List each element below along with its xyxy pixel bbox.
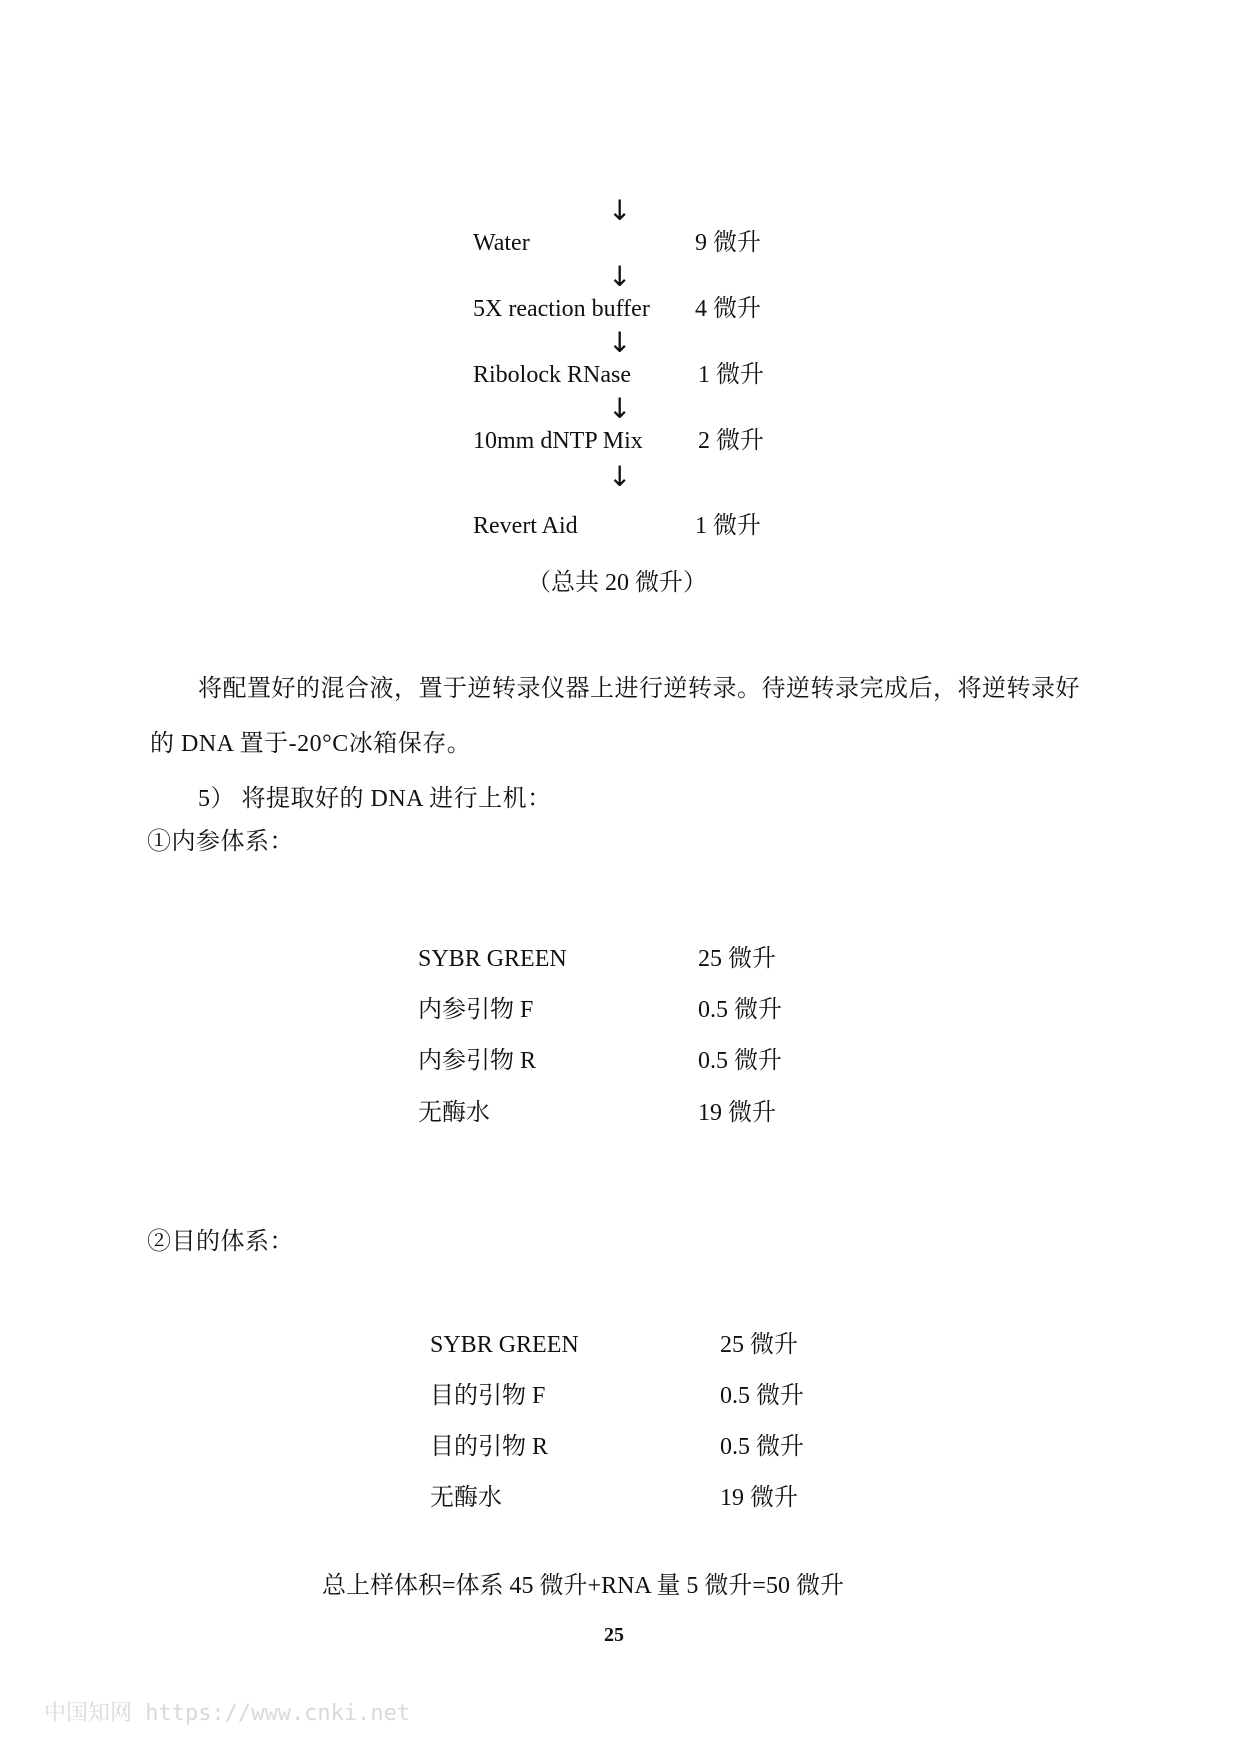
reagent-amount: 0.5 微升 [720, 1383, 804, 1409]
flow-total: （总共 20 微升） [527, 570, 707, 596]
reagent-label: 内参引物 F [418, 997, 534, 1023]
reagent-amount: 25 微升 [698, 946, 776, 972]
flow-step-amount: 9 微升 [695, 230, 761, 256]
step-heading: 5） 将提取好的 DNA 进行上机： [198, 786, 552, 812]
reagent-amount: 0.5 微升 [720, 1434, 804, 1460]
watermark: 中国知网 https://www.cnki.net [44, 1701, 411, 1726]
paragraph-line: 的 DNA 置于-20°C冰箱保存。 [150, 731, 472, 757]
flow-step-amount: 1 微升 [698, 362, 764, 388]
reagent-label: 无酶水 [418, 1100, 490, 1126]
down-arrow-icon: ↓ [608, 326, 632, 359]
flow-step-label: 5X reaction buffer [473, 296, 650, 322]
section-heading: ①内参体系： [147, 829, 294, 855]
reagent-label: 内参引物 R [418, 1048, 537, 1074]
reagent-label: 目的引物 F [430, 1383, 546, 1409]
page-number: 25 [604, 1624, 624, 1646]
reagent-label: 目的引物 R [430, 1434, 549, 1460]
flow-step-label: 10mm dNTP Mix [473, 428, 643, 454]
down-arrow-icon: ↓ [608, 194, 632, 227]
down-arrow-icon: ↓ [608, 392, 632, 425]
total-volume-summary: 总上样体积=体系 45 微升+RNA 量 5 微升=50 微升 [322, 1573, 844, 1599]
flow-step-amount: 1 微升 [695, 513, 761, 539]
flow-step-label: Ribolock RNase [473, 362, 631, 388]
reagent-amount: 25 微升 [720, 1332, 798, 1358]
reagent-label: SYBR GREEN [418, 946, 567, 972]
reagent-amount: 19 微升 [698, 1100, 776, 1126]
down-arrow-icon: ↓ [608, 460, 632, 493]
reagent-amount: 0.5 微升 [698, 1048, 782, 1074]
reagent-label: 无酶水 [430, 1485, 502, 1511]
flow-step-label: Revert Aid [473, 513, 578, 539]
reagent-amount: 19 微升 [720, 1485, 798, 1511]
flow-step-amount: 2 微升 [698, 428, 764, 454]
reagent-amount: 0.5 微升 [698, 997, 782, 1023]
section-heading: ②目的体系： [147, 1229, 294, 1255]
flow-step-label: Water [473, 230, 530, 256]
paragraph-line: 将配置好的混合液，置于逆转录仪器上进行逆转录。待逆转录完成后，将逆转录好 [198, 676, 1080, 702]
down-arrow-icon: ↓ [608, 260, 632, 293]
flow-step-amount: 4 微升 [695, 296, 761, 322]
reagent-label: SYBR GREEN [430, 1332, 579, 1358]
